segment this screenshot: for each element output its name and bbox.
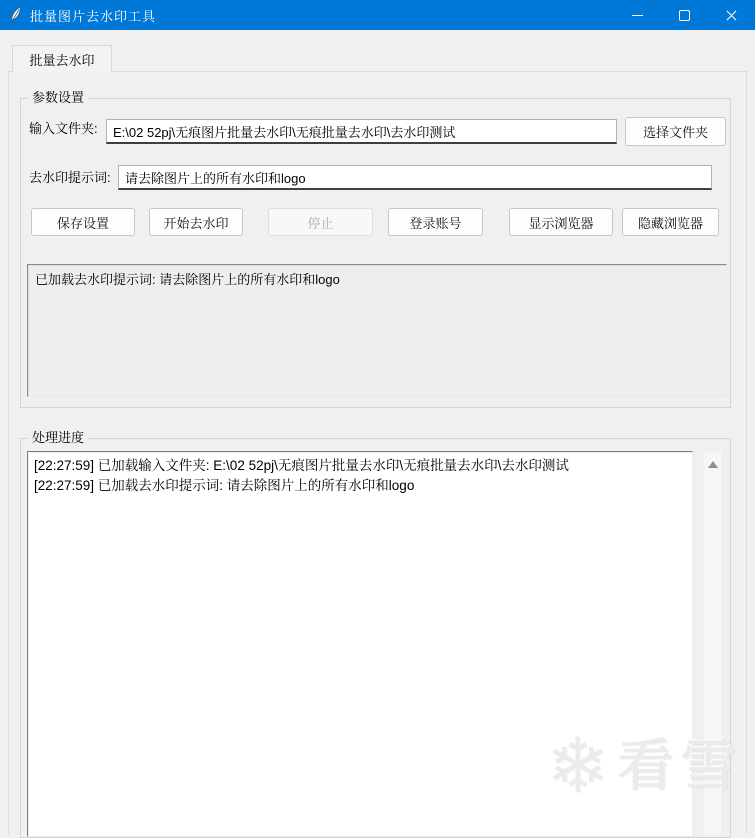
log-line: [22:27:59] 已加载去水印提示词: 请去除图片上的所有水印和logo — [34, 478, 415, 493]
window-title: 批量图片去水印工具 — [30, 8, 157, 24]
status-message: 已加载去水印提示词: 请去除图片上的所有水印和logo — [35, 272, 340, 287]
choose-folder-button[interactable]: 选择文件夹 — [625, 117, 726, 146]
tab-batch-watermark-removal[interactable] — [12, 45, 112, 72]
start-removal-button[interactable]: 开始去水印 — [149, 208, 243, 236]
tab-label: 批量去水印 — [29, 52, 95, 68]
maximize-button[interactable] — [661, 0, 708, 30]
login-account-button[interactable]: 登录账号 — [388, 208, 483, 236]
prompt-label: 去水印提示词: — [29, 170, 111, 185]
snowflake-icon: ❄ — [546, 721, 610, 810]
progress-group — [20, 430, 731, 838]
show-browser-button[interactable]: 显示浏览器 — [509, 208, 613, 236]
scroll-up-arrow-icon[interactable] — [708, 461, 718, 468]
log-area[interactable] — [27, 451, 693, 837]
window-controls — [614, 0, 755, 30]
params-group — [20, 90, 731, 408]
feather-icon — [9, 6, 22, 24]
minimize-icon — [632, 15, 643, 16]
log-line: [22:27:59] 已加载输入文件夹: E:\02 52pj\无痕图片批量去水印\无痕批量去水印\去水印测试 — [34, 458, 569, 473]
progress-group-title: 处理进度 — [28, 430, 88, 446]
close-button[interactable] — [708, 0, 755, 30]
status-box — [27, 264, 727, 397]
minimize-button[interactable] — [614, 0, 661, 30]
notebook-pane — [8, 71, 747, 834]
input-folder-field[interactable] — [106, 119, 617, 144]
save-settings-button[interactable]: 保存设置 — [31, 208, 135, 236]
log-scrollbar[interactable] — [703, 452, 723, 835]
maximize-icon — [679, 10, 690, 21]
watermark-text: 看雪 — [617, 734, 744, 797]
params-group-title: 参数设置 — [28, 90, 88, 106]
input-folder-label: 输入文件夹: — [29, 121, 98, 136]
title-bar — [0, 0, 755, 30]
hide-browser-button[interactable]: 隐藏浏览器 — [622, 208, 719, 236]
stop-button[interactable]: 停止 — [268, 208, 373, 236]
close-icon — [725, 9, 738, 22]
prompt-field[interactable] — [118, 165, 712, 190]
